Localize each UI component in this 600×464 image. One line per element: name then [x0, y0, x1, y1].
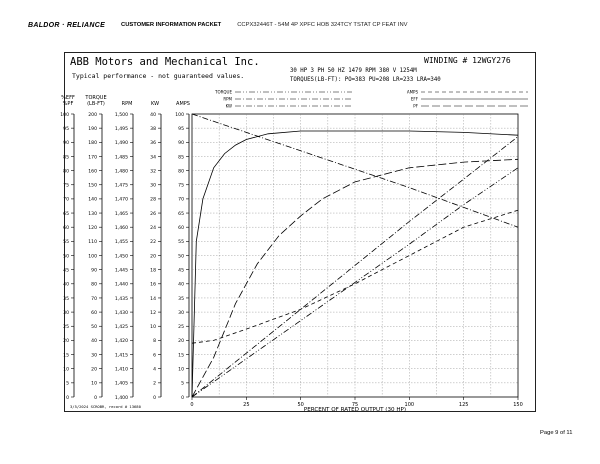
y-tick-label: 20 — [91, 367, 97, 373]
y-tick-label: 70 — [178, 197, 184, 203]
y-tick-label: 90 — [63, 141, 69, 147]
y-tick-label: 5 — [181, 381, 184, 387]
y-tick-label: 1,475 — [114, 183, 128, 189]
y-tick-label: 100 — [88, 254, 97, 260]
y-tick-label: 1,450 — [114, 254, 128, 260]
y-tick-label: 16 — [150, 282, 156, 288]
x-tick-label: 0 — [190, 402, 194, 408]
y-tick-label: 1,460 — [114, 226, 128, 231]
y-tick-label: 25 — [178, 325, 184, 331]
y-tick-label: 20 — [150, 254, 156, 260]
legend-label: AMPS — [406, 89, 418, 95]
y-tick-label: 40 — [150, 112, 156, 118]
y-tick-label: 36 — [150, 141, 156, 147]
y-tick-label: 40 — [178, 282, 184, 288]
y-tick-label: 1,485 — [114, 155, 128, 161]
y-tick-label: 40 — [91, 339, 97, 345]
y-tick-label: 95 — [178, 126, 184, 132]
y-tick-label: 0 — [66, 395, 69, 401]
y-tick-label: 140 — [88, 197, 97, 203]
y-tick-label: 45 — [178, 268, 184, 274]
y-tick-label: 0 — [94, 395, 97, 401]
y-tick-label: 10 — [91, 381, 97, 387]
y-tick-label: 28 — [150, 197, 156, 203]
x-tick-label: 75 — [351, 402, 359, 408]
axis-header: %PF — [62, 101, 74, 107]
y-tick-label: 10 — [178, 367, 184, 373]
y-tick-label: 4 — [153, 367, 156, 373]
y-tick-label: 65 — [178, 211, 184, 217]
y-tick-label: 20 — [178, 339, 184, 345]
y-tick-label: 30 — [91, 353, 97, 359]
y-tick-label: 1,490 — [114, 141, 128, 147]
y-tick-label: 20 — [63, 339, 69, 345]
company-name: ABB Motors and Mechanical Inc. — [70, 56, 260, 68]
torque-ratings: TORQUES(LB-FT): PO=383 PU=208 LR=233 LRA=340 — [290, 77, 441, 83]
y-tick-label: 60 — [63, 226, 69, 231]
catalog-number: CCPX32446T - 54M 4P XPFC HOB 324TCY TSTAT CP FEAT INV — [237, 22, 408, 28]
y-tick-label: 60 — [178, 226, 184, 231]
axis-header: KW — [150, 101, 160, 107]
y-tick-label: 1,420 — [114, 339, 128, 345]
x-tick-label: 150 — [513, 402, 523, 408]
y-tick-label: 1,405 — [114, 381, 128, 387]
y-tick-label: 35 — [63, 296, 69, 302]
y-tick-label: 190 — [88, 126, 97, 132]
y-tick-label: 10 — [150, 325, 156, 331]
y-tick-label: 50 — [63, 254, 69, 260]
y-tick-label: 45 — [63, 268, 69, 274]
y-tick-label: 1,400 — [114, 395, 128, 401]
y-tick-label: 90 — [91, 268, 97, 274]
y-tick-label: 1,410 — [114, 367, 128, 373]
x-tick-label: 125 — [458, 402, 469, 408]
axis-header: AMPS — [176, 101, 190, 107]
x-tick-label: 50 — [297, 402, 304, 408]
y-tick-label: 18 — [150, 268, 156, 274]
y-tick-label: 24 — [150, 226, 156, 231]
y-tick-label: 14 — [150, 296, 156, 302]
footer-stamp: 3/5/2024 SCROBR, record # 13680 — [70, 404, 141, 409]
y-tick-label: 22 — [150, 240, 156, 246]
x-tick-label: 25 — [243, 402, 250, 408]
y-tick-label: 25 — [63, 325, 69, 331]
brand-logo: BALDOR · RELIANCE — [28, 21, 106, 29]
y-tick-label: 70 — [91, 296, 97, 302]
y-tick-label: 30 — [150, 183, 156, 189]
y-tick-label: 1,495 — [114, 126, 128, 132]
y-tick-label: 100 — [60, 112, 69, 118]
y-tick-label: 50 — [178, 254, 184, 260]
y-tick-label: 55 — [63, 240, 69, 246]
y-tick-label: 1,500 — [114, 112, 128, 118]
x-axis-label: PERCENT OF RATED OUTPUT (30 HP) — [303, 407, 407, 413]
axis-header: RPM — [121, 101, 133, 107]
y-tick-label: 2 — [153, 381, 156, 387]
y-tick-label: 15 — [63, 353, 69, 359]
y-tick-label: 110 — [88, 240, 97, 246]
y-tick-label: 100 — [175, 112, 184, 118]
y-tick-label: 6 — [153, 353, 156, 359]
y-tick-label: 40 — [63, 282, 69, 288]
legend-label: EFF — [410, 96, 418, 102]
y-tick-label: 5 — [66, 381, 69, 387]
y-tick-label: 1,455 — [114, 240, 128, 246]
packet-title: CUSTOMER INFORMATION PACKET — [121, 22, 222, 28]
y-tick-label: 50 — [91, 325, 97, 331]
legend-label: RPM — [223, 96, 232, 102]
y-tick-label: 30 — [63, 310, 69, 316]
y-tick-label: 75 — [178, 183, 184, 189]
y-tick-label: 8 — [153, 339, 156, 345]
y-tick-label: 60 — [91, 310, 97, 316]
legend-label: PF — [413, 103, 418, 109]
y-tick-label: 55 — [178, 240, 184, 246]
y-tick-label: 130 — [88, 211, 97, 217]
y-tick-label: 1,445 — [114, 268, 128, 274]
y-tick-label: 85 — [63, 155, 69, 161]
y-tick-label: 1,425 — [114, 325, 128, 331]
y-tick-label: 34 — [150, 155, 156, 161]
page-number: Page 9 of 11 — [540, 430, 573, 436]
y-tick-label: 95 — [63, 126, 69, 132]
y-tick-label: 160 — [88, 169, 97, 175]
axis-header: (LB-FT) — [87, 101, 105, 107]
y-tick-label: 35 — [178, 296, 184, 302]
y-tick-label: 80 — [178, 169, 184, 175]
y-tick-label: 30 — [178, 310, 184, 316]
y-tick-label: 1,440 — [114, 282, 128, 288]
winding-number: WINDING # 12WGY276 — [424, 56, 511, 65]
y-tick-label: 1,465 — [114, 211, 128, 217]
y-tick-label: 12 — [150, 310, 156, 316]
y-tick-label: 1,435 — [114, 296, 128, 302]
x-tick-label: 100 — [404, 402, 415, 408]
legend-label: TORQUE — [215, 89, 232, 95]
y-tick-label: 150 — [88, 183, 97, 189]
motor-ratings: 30 HP 3 PH 50 HZ 1479 RPM 380 V 1254M — [290, 68, 417, 74]
y-tick-label: 32 — [150, 169, 156, 175]
y-tick-label: 15 — [178, 353, 184, 359]
y-tick-label: 0 — [181, 395, 184, 401]
axis-header: %EFF — [61, 95, 75, 101]
y-tick-label: 90 — [178, 141, 184, 147]
y-tick-label: 1,415 — [114, 353, 128, 359]
legend-label: KW — [225, 103, 232, 109]
y-tick-label: 38 — [150, 126, 156, 132]
y-tick-label: 70 — [63, 197, 69, 203]
y-tick-label: 1,480 — [114, 169, 128, 175]
y-tick-label: 0 — [153, 395, 156, 401]
y-tick-label: 170 — [88, 155, 97, 161]
y-tick-label: 10 — [63, 367, 69, 373]
y-tick-label: 80 — [91, 282, 97, 288]
y-tick-label: 180 — [88, 141, 97, 147]
y-tick-label: 200 — [88, 112, 97, 118]
axis-header: TORQUE — [85, 95, 107, 101]
disclaimer: Typical performance - not guaranteed values. — [72, 72, 245, 80]
y-tick-label: 1,470 — [114, 197, 128, 203]
y-tick-label: 75 — [63, 183, 69, 189]
y-tick-label: 26 — [150, 211, 156, 217]
y-tick-label: 120 — [88, 226, 97, 231]
y-tick-label: 85 — [178, 155, 184, 161]
y-tick-label: 65 — [63, 211, 69, 217]
y-tick-label: 80 — [63, 169, 69, 175]
y-tick-label: 1,430 — [114, 310, 128, 316]
